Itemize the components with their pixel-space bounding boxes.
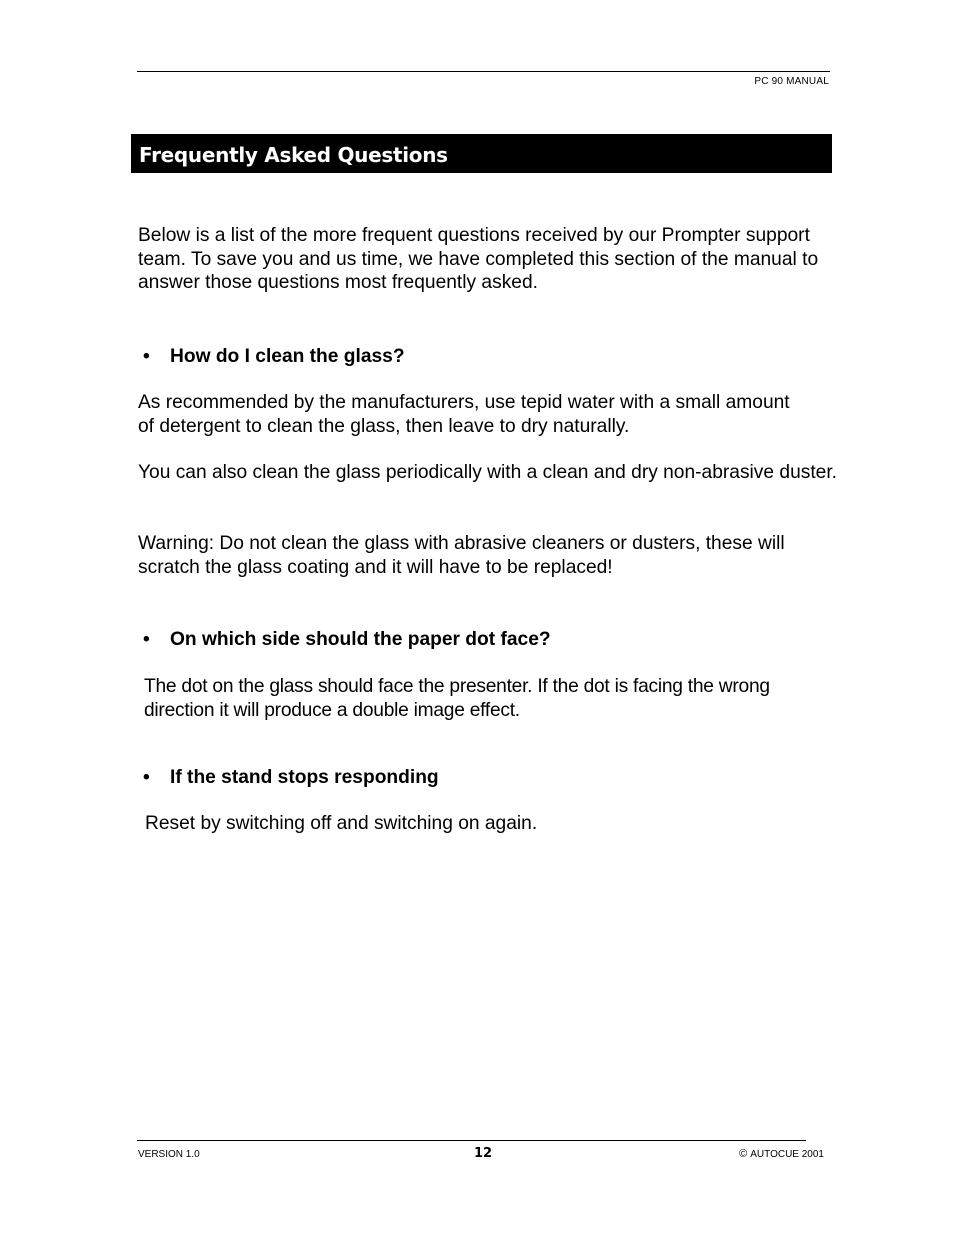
manual-title: PC 90 MANUAL	[754, 76, 829, 87]
faq-question-clean-glass	[143, 345, 405, 368]
bullet-icon: •	[143, 346, 150, 367]
header-rule	[137, 71, 830, 72]
version-label: VERSION 1.0	[138, 1149, 200, 1160]
faq-answer: You can also clean the glass periodically with a clean and dry non-abrasive duster.	[138, 462, 837, 483]
bullet-icon: •	[143, 767, 150, 788]
faq-answer: As recommended by the manufacturers, use tepid water with a small amount of detergent to clean the glass, then leave to dry naturally.	[138, 392, 790, 437]
bullet-icon: •	[143, 629, 150, 650]
faq-answer: The dot on the glass should face the presenter. If the dot is facing the wrong direction it will produce a double image effect.	[144, 676, 770, 721]
question-text: If the stand stops responding	[170, 767, 439, 788]
question-text: How do I clean the glass?	[170, 346, 405, 367]
section-title: Frequently Asked Questions	[139, 142, 448, 167]
footer-rule	[137, 1140, 806, 1141]
copyright-icon: ©	[739, 1148, 748, 1160]
question-text: On which side should the paper dot face?	[170, 629, 551, 650]
faq-question-stand-stops	[143, 766, 439, 789]
faq-question-paper-dot	[143, 628, 551, 651]
faq-answer: Warning: Do not clean the glass with abrasive cleaners or dusters, these will scratch the glass coating and it will have to be replaced!	[138, 533, 785, 578]
page-number: 12	[474, 1146, 493, 1161]
section-title-bar	[131, 134, 832, 173]
copyright-notice	[739, 1148, 824, 1160]
intro-paragraph: Below is a list of the more frequent questions received by our Prompter support team. To save you and us time, we have completed this section of the manual to answer those questions most frequently asked.	[138, 225, 819, 293]
faq-answer: Reset by switching off and switching on again.	[145, 813, 538, 834]
copyright-text: AUTOCUE 2001	[750, 1149, 824, 1160]
